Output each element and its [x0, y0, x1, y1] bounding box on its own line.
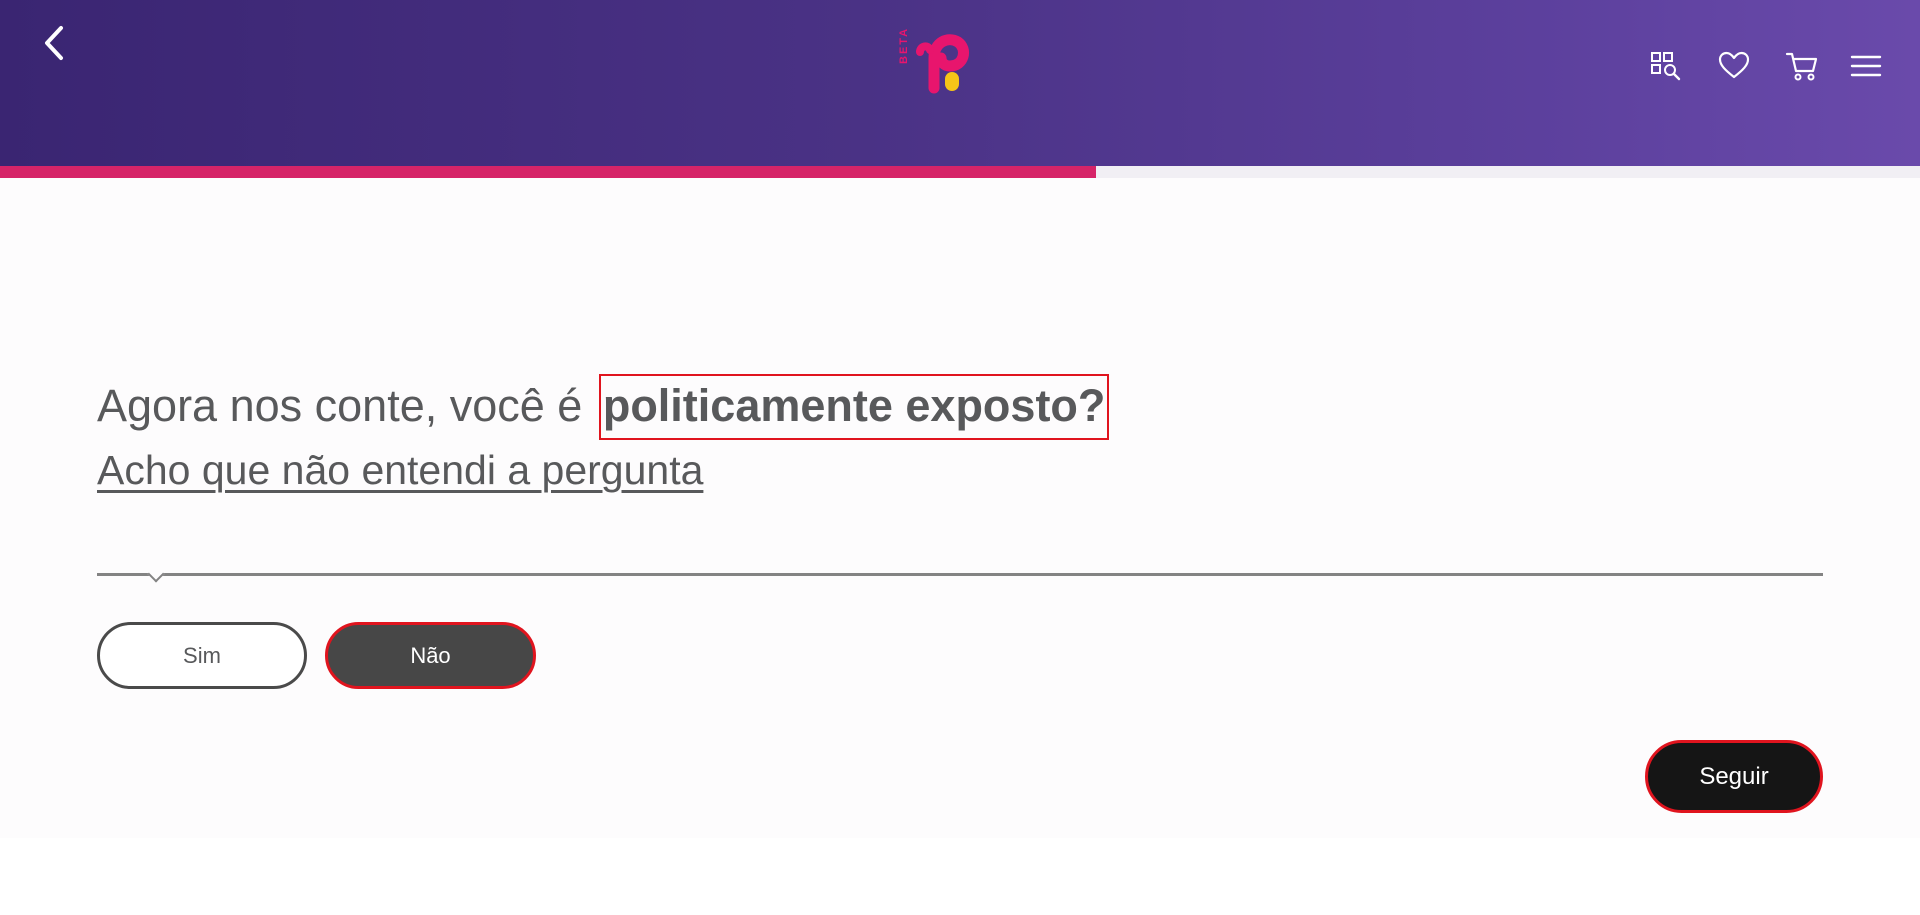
chevron-left-icon — [41, 24, 67, 62]
cart-button[interactable] — [1782, 46, 1822, 86]
continue-button[interactable]: Seguir — [1645, 740, 1823, 813]
divider — [97, 573, 1823, 576]
favorites-button[interactable] — [1714, 46, 1754, 86]
top-header — [0, 0, 1920, 166]
beta-badge: BETA — [898, 26, 910, 64]
no-option-button[interactable]: Não — [325, 622, 536, 689]
catalog-search-icon — [1649, 49, 1683, 83]
menu-button[interactable] — [1846, 46, 1886, 86]
yes-option-button[interactable]: Sim — [97, 622, 307, 689]
cart-icon — [1785, 49, 1819, 83]
back-button[interactable] — [34, 20, 74, 66]
brand-logo[interactable] — [898, 28, 970, 98]
question-highlight: politicamente exposto? — [599, 374, 1110, 440]
progress-bar — [0, 166, 1920, 178]
progress-bar-fill — [0, 166, 1096, 178]
logo-mark-icon — [898, 28, 970, 98]
question-prefix: Agora nos conte, você é — [97, 380, 583, 431]
catalog-search-button[interactable] — [1646, 46, 1686, 86]
menu-icon — [1849, 49, 1883, 83]
divider-notch — [148, 566, 165, 583]
heart-icon — [1717, 49, 1751, 83]
question-panel — [0, 178, 1920, 838]
help-link[interactable]: Acho que não entendi a pergunta — [97, 447, 704, 493]
question-text — [97, 374, 1109, 440]
